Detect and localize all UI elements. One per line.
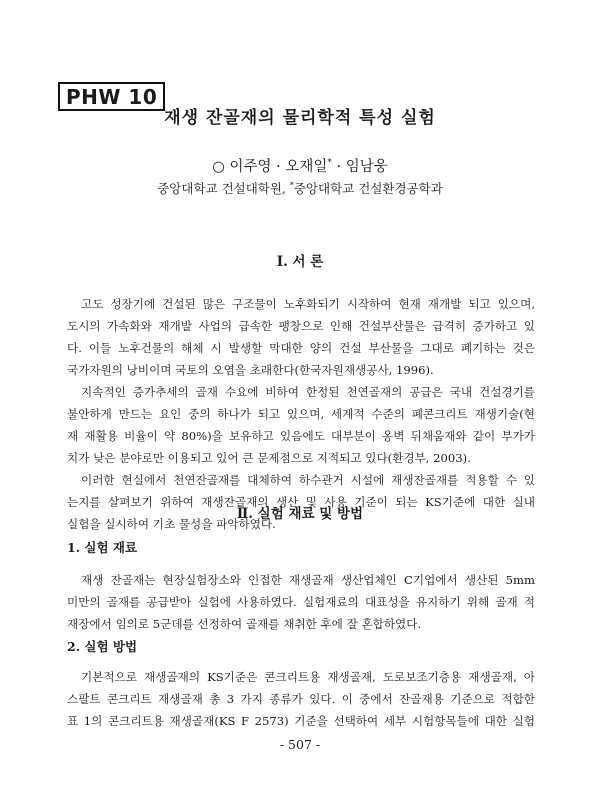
page-number: - 507 -: [279, 737, 321, 752]
presenter-mark: ○: [212, 159, 230, 175]
text-line: 재 재활용 비율이 약 80%)을 보유하고 있음에도 대부분이 옹벽 뒤채움재와 같이 부가가: [67, 429, 535, 443]
text-line: 도시의 가속화와 재개발 사업의 급속한 팽창으로 인해 건설부산물은 급격히 증가하고 있: [67, 319, 535, 333]
text-line: 스팔트 콘크리트 재생골재 총 3 가지 종류가 있다. 이 중에서 잔골재용 기준으로 적합한: [67, 692, 535, 706]
text-line: 재장에서 임의로 5군데를 선정하여 골재를 채취한 후에 잘 혼합하였다.: [67, 617, 422, 631]
text-line: 표 1의 콘크리트용 재생골재(KS F 2573) 기준을 선택하여 세부 시험항목들에 대한 실험: [67, 714, 535, 728]
subsection-heading-materials: 1. 실험 재료: [67, 540, 138, 555]
affiliation-footnote-mark: *: [289, 180, 294, 190]
affiliation-main: 중앙대학교 건설대학원,: [157, 181, 290, 196]
text-line: 다. 이들 노후건물의 해체 시 발생할 막대한 양의 건설 부산물을 그대로 폐기하는 것은: [67, 341, 535, 355]
affiliation-rest: 중앙대학교 건설환경공학과: [293, 181, 443, 196]
text-line: 미만의 골재를 공급받아 실험에 사용하였다. 실험재료의 대표성을 유지하기 위해 골재 적: [67, 595, 535, 609]
paragraph: [67, 381, 535, 469]
subsection-heading-methods: 2. 실험 방법: [67, 639, 138, 654]
text-line: 기본적으로 재생골재의 KS기준은 콘크리트용 재생골재, 도로보조기층용 재생골재, 아: [81, 670, 535, 684]
text-line: 국가자원의 낭비이며 국토의 오염을 초래한다(한국자원재생공사, 1996).: [67, 363, 434, 377]
text-line: 지속적인 증가추세의 골재 수요에 비하여 한정된 천연골재의 공급은 국내 건설경기를: [81, 385, 535, 399]
author-names: 이주영 · 오재일: [229, 159, 328, 175]
author-names-rest: · 임남웅: [331, 159, 388, 175]
text-line: 재생 잔골재는 현장실험장소와 인접한 재생골재 생산업체인 C기업에서 생산된 5mm: [81, 573, 535, 587]
paragraph: [67, 293, 535, 381]
section-heading-introduction: Ⅰ. 서 론: [276, 254, 324, 270]
author-footnote-mark: *: [327, 158, 332, 169]
paragraph: [67, 569, 535, 635]
text-line: 고도 성장기에 건설된 많은 구조물이 노후화되기 시작하여 현재 재개발 되고 있으며,: [81, 297, 535, 311]
author-line: [0, 155, 600, 176]
affiliation-line: [0, 179, 600, 197]
text-line: 는지를 살펴보기 위하여 재생잔골재의 생산 및 사용 기준이 되는 KS기준에 대한 실내: [67, 495, 535, 509]
text-line: 불안하게 만드는 요인 중의 하나가 되고 있으며, 세계적 수준의 폐콘크리트 재생기술(현: [67, 407, 535, 421]
paper-code-box: PHW 10: [58, 82, 165, 111]
text-line: 실험을 실시하여 기초 물성을 파악하였다.: [67, 517, 276, 531]
paper-title: 재생 잔골재의 물리학적 특성 실험: [164, 108, 436, 128]
section-heading-materials-methods: Ⅱ. 실험 재료 및 방법: [236, 506, 364, 522]
text-line: 이러한 현실에서 천연잔골재를 대체하여 하수관거 시설에 재생잔골재를 적용할 수 있: [81, 473, 535, 487]
text-line: 치가 낮은 분야로만 이용되고 있어 큰 문제점으로 지적되고 있다(환경부, 2003).: [67, 451, 471, 465]
paragraph: [67, 666, 535, 732]
